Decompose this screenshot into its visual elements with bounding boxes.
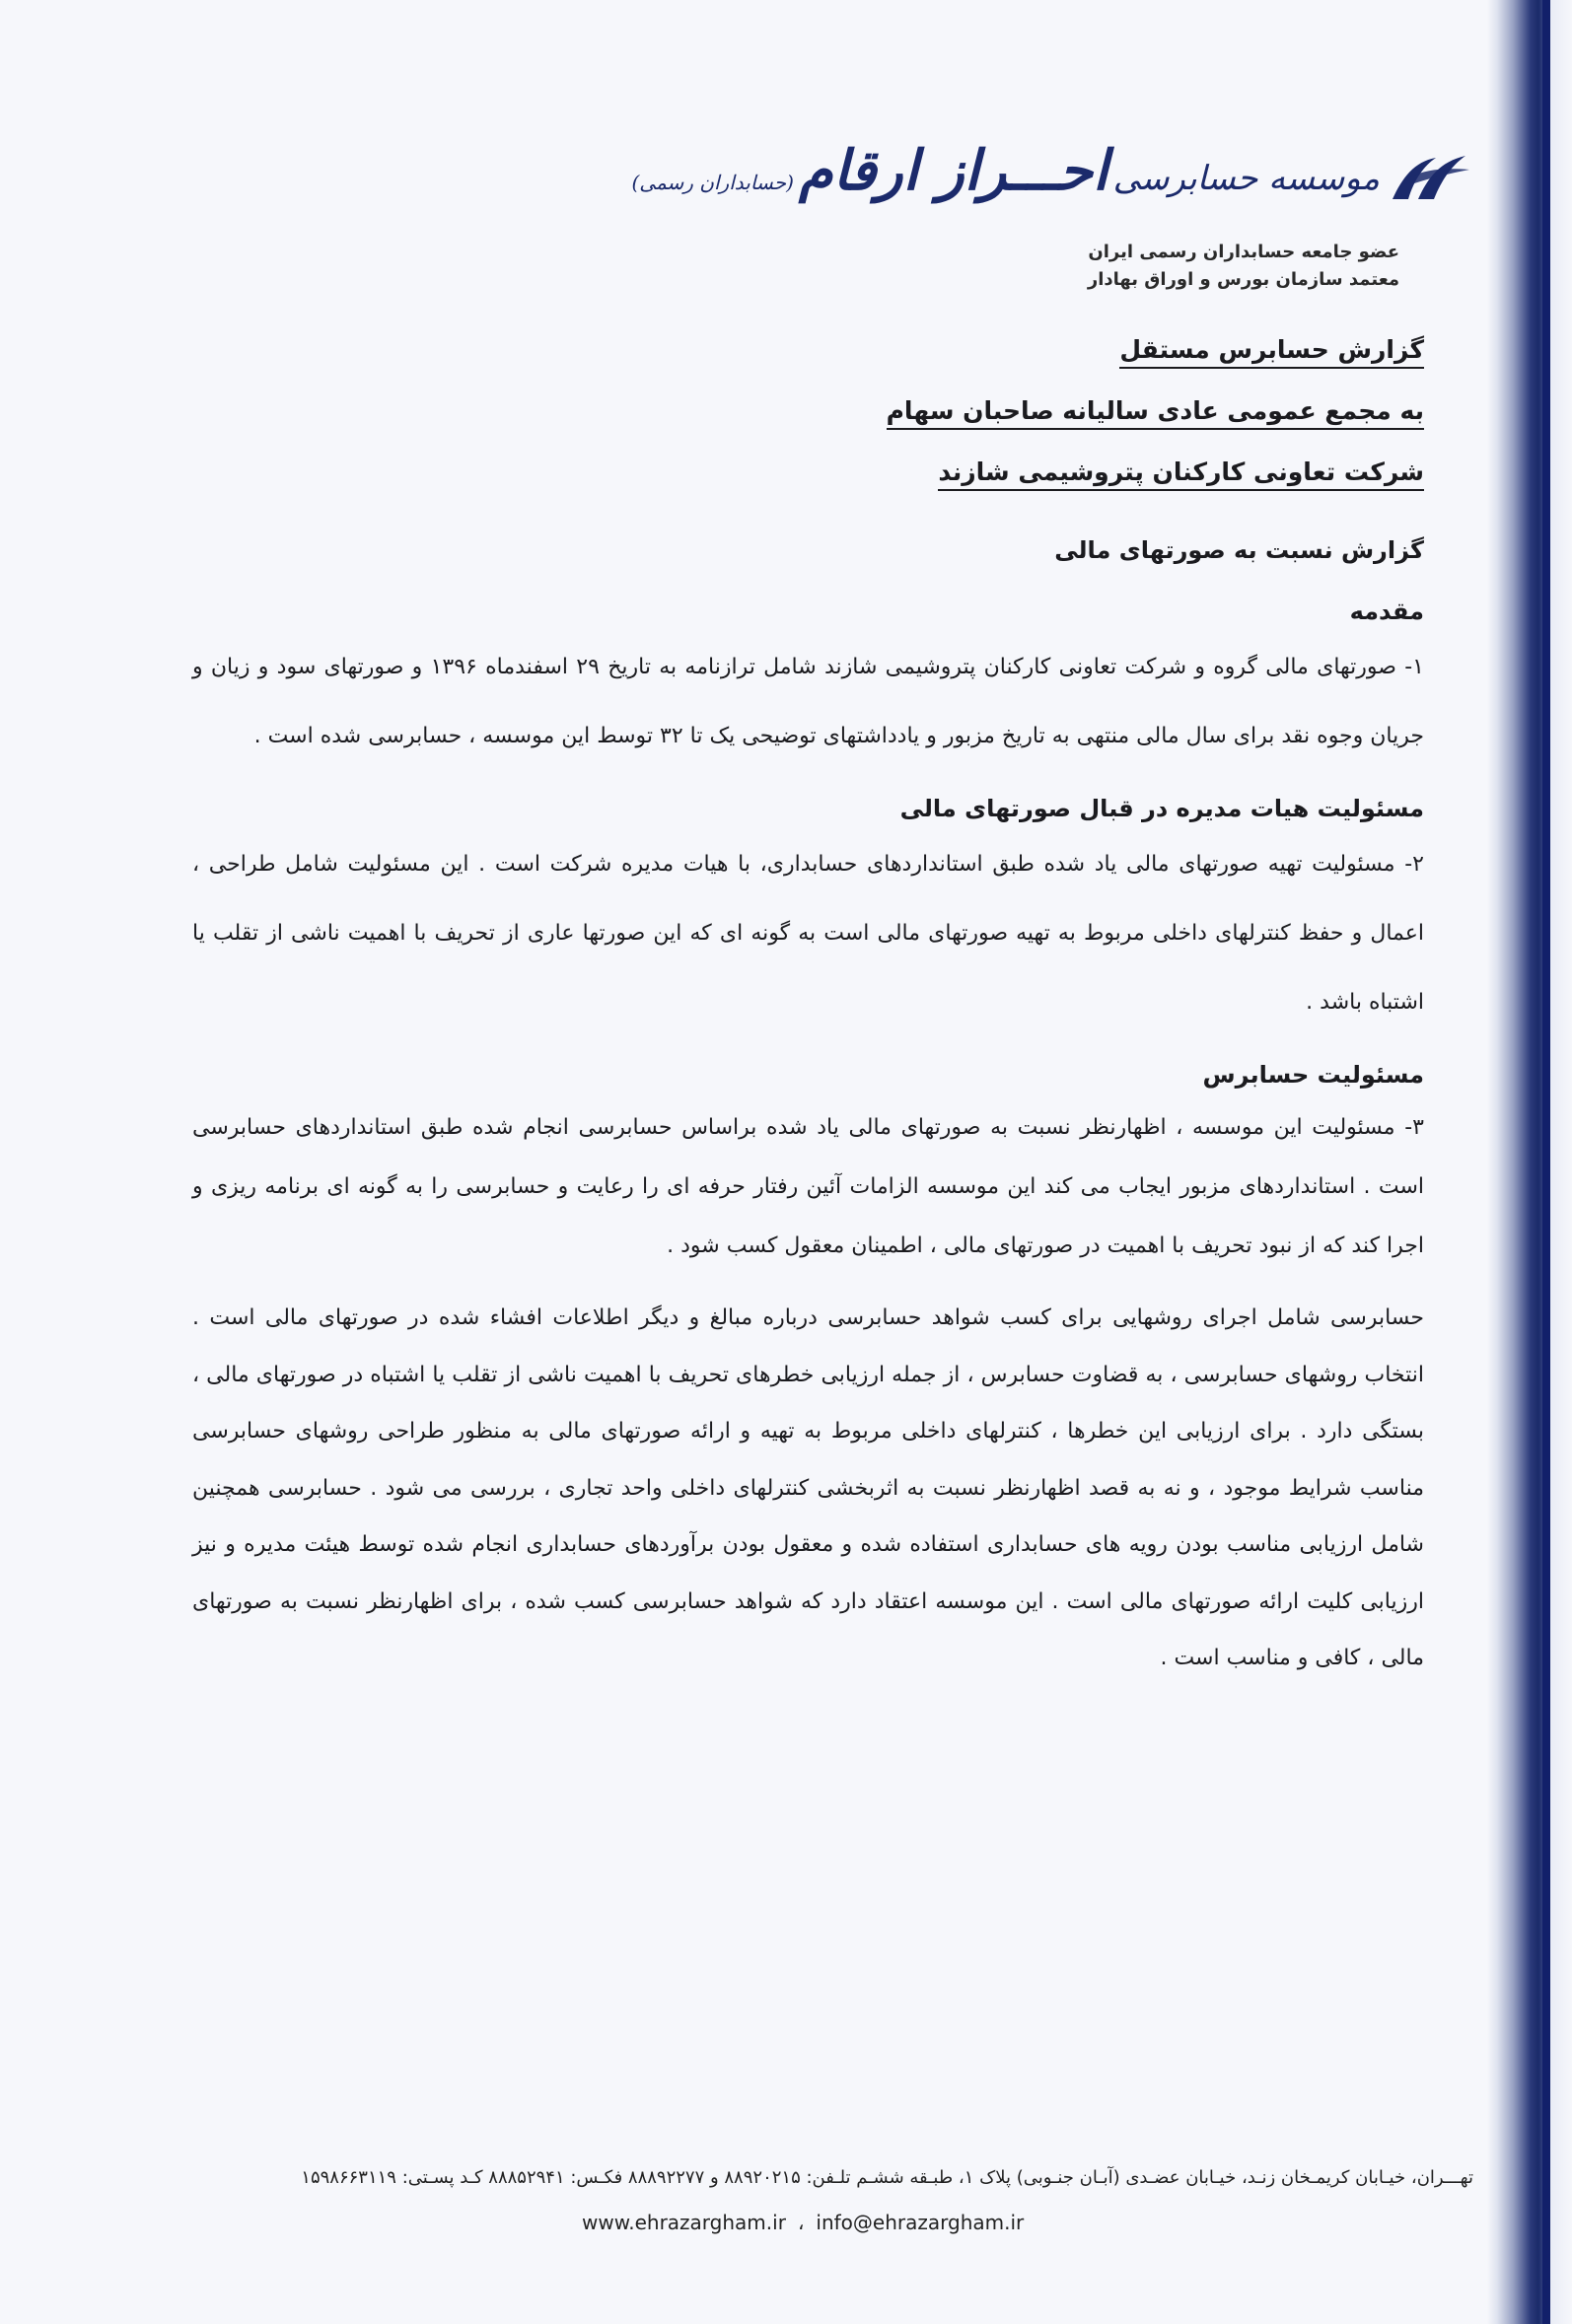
brand-suffix: (حسابداران رسمی)	[631, 171, 794, 194]
firm-name	[631, 138, 1380, 203]
footer-address: تهـــران، خیـابان کریمـخان زنـد، خیـابان عضـدی (آبـان جنـوبی) پلاک ۱، طبـقه ششـم تلـفن: ۸۸۹۲۰۲۱۵ و ۸۸۸۹۲۲۷۷ فکـس: ۸۸۸۵۲۹۴۱ کـد پسـتی: ۱۵۹۸۶۶۳۱۱۹	[301, 2167, 1473, 2188]
footer-contact	[582, 2211, 1075, 2234]
auditor-responsibility-paragraph: ۳- مسئولیت این موسسه ، اظهارنظر نسبت به صورتهای مالی یاد شده براساس حسابرسی انجام شده طبق استانداردهای حسابرسی است . استانداردهای مزبور ایجاب می کند این موسسه الزامات آئین رفتار حرفه ای را رعایت و حسابرسی را به گونه ای برنامه ریزی و اجرا کند که از نبود تحریف با اهمیت در صورتهای مالی ، اطمینان معقول کسب شود .	[192, 1115, 1424, 1258]
membership-line-1: عضو جامعه حسابداران رسمی ایران	[1088, 242, 1399, 262]
financial-report-heading: گزارش نسبت به صورتهای مالی	[1054, 536, 1424, 564]
binding-stripe	[1487, 0, 1572, 2324]
intro-heading: مقدمه	[1349, 598, 1424, 625]
email-link[interactable]: info@ehrazargham.ir	[816, 2211, 1025, 2234]
report-addressee: به مجمع عمومی عادی سالیانه صاحبان سهام	[192, 396, 1424, 426]
auditor-responsibility-heading: مسئولیت حسابرس	[1202, 1061, 1424, 1089]
membership-line-2: معتمد سازمان بورس و اوراق بهادار	[1087, 269, 1399, 290]
website-link[interactable]: www.ehrazargham.ir	[582, 2211, 786, 2234]
report-title: گزارش حسابرس مستقل	[192, 335, 1424, 365]
firm-logo-icon	[1385, 148, 1473, 207]
brand-prefix: موسسه حسابرسی	[1112, 159, 1380, 198]
binding-stripe-band	[1542, 0, 1550, 2324]
company-name: شرکت تعاونی کارکنان پتروشیمی شازند	[192, 458, 1424, 487]
audit-scope-paragraph: حسابرسی شامل اجرای روشهایی برای کسب شواهد حسابرسی درباره مبالغ و دیگر اطلاعات افشاء شده در صورتهای مالی است . انتخاب روشهای حسابرسی ، به قضاوت حسابرس ، از جمله ارزیابی خطرهای تحریف با اهمیت ناشی از تقلب یا اشتباه در صورتهای مالی ، بستگی دارد . برای ارزیابی این خطرها ، کنترلهای داخلی مربوط به تهیه و ارائه صورتهای مالی به منظور طراحی روشهای حسابرسی مناسب شرایط موجود ، و نه به قصد اظهارنظر نسبت به اثربخشی کنترلهای داخلی واحد تجاری ، بررسی می شود . حسابرسی همچنین شامل ارزیابی مناسب بودن رویه های حسابداری استفاده شده و معقول بودن برآوردهای حسابداری انجام شده توسط هیئت مدیره و نیز ارزیابی کلیت ارائه صورتهای مالی است . این موسسه اعتقاد دارد که شواهد حسابرسی کسب شده ، برای اظهارنظر نسبت به صورتهای مالی ، کافی و مناسب است .	[192, 1305, 1424, 1670]
brand-name: احـــراز ارقام	[799, 138, 1108, 203]
board-responsibility-heading: مسئولیت هیات مدیره در قبال صورتهای مالی	[899, 795, 1424, 822]
membership-info	[1088, 239, 1399, 294]
report-body	[192, 335, 1424, 1687]
intro-paragraph: ۱- صورتهای مالی گروه و شرکت تعاونی کارکنان پتروشیمی شازند شامل ترازنامه به تاریخ ۲۹ اسفندماه ۱۳۹۶ و صورتهای سود و زیان و جریان وجوه نقد برای سال مالی منتهی به تاریخ مزبور و یادداشتهای توضیحی یک تا ۳۲ توسط این موسسه ، حسابرسی شده است .	[192, 655, 1424, 748]
board-responsibility-paragraph: ۲- مسئولیت تهیه صورتهای مالی یاد شده طبق استانداردهای حسابداری، با هیات مدیره شرکت است . این مسئولیت شامل طراحی ، اعمال و حفظ کنترلهای داخلی مربوط به تهیه صورتهای مالی است به گونه ای که این صورتها عاری از تحریف با اهمیت ناشی از تقلب یا اشتباه باشد .	[192, 852, 1424, 1015]
contact-separator: ،	[797, 2211, 805, 2234]
